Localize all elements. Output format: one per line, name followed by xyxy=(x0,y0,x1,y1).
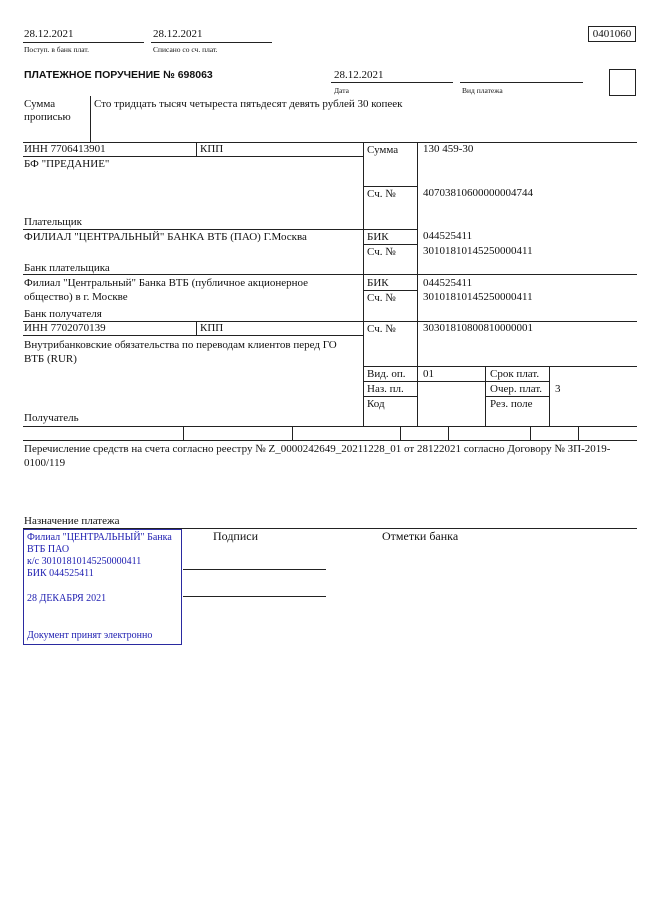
divider xyxy=(417,142,418,426)
priority: 3 xyxy=(555,383,561,395)
payer-bik-label: БИК xyxy=(367,231,389,243)
divider xyxy=(363,290,417,291)
stamp-text: к/с 30101810145250000411 xyxy=(27,556,142,567)
payee-bank-name: общество) в г. Москве xyxy=(24,291,128,303)
divider xyxy=(23,42,144,43)
stamp-text: Документ принят электронно xyxy=(27,630,153,641)
bank-marks-label: Отметки банка xyxy=(382,529,459,543)
divider xyxy=(331,82,453,83)
divider xyxy=(363,142,364,426)
divider xyxy=(292,426,293,440)
order-date-label: Дата xyxy=(334,86,349,95)
divider xyxy=(23,426,637,427)
payer-bank-account-label: Сч. № xyxy=(367,246,396,258)
signatures-label: Подписи xyxy=(213,529,259,543)
page-title: ПЛАТЕЖНОЕ ПОРУЧЕНИЕ № 698063 xyxy=(24,69,213,81)
payment-purpose: Перечисление средств на счета согласно реестру № Z_0000242649_20211228_01 от 28122021 согласно Договору № ЗП-2019- xyxy=(24,443,611,455)
payment-term-label: Срок плат. xyxy=(490,368,540,380)
payer-account: 40703810600000004744 xyxy=(423,187,533,199)
divider xyxy=(363,366,637,367)
date-received: 28.12.2021 xyxy=(24,28,74,40)
sum-label: Сумма xyxy=(367,144,399,156)
divider xyxy=(530,426,531,440)
divider xyxy=(363,244,417,245)
divider xyxy=(363,396,417,397)
stamp-text: БИК 044525411 xyxy=(27,568,94,579)
divider xyxy=(549,366,550,426)
payment-purpose: 0100/119 xyxy=(24,457,66,469)
payer-inn: ИНН 7706413901 xyxy=(24,143,106,155)
divider xyxy=(23,156,363,157)
payee-role-label: Получатель xyxy=(24,412,79,424)
bank-stamp xyxy=(23,529,182,645)
divider xyxy=(23,440,637,441)
divider xyxy=(400,426,401,440)
payer-kpp-label: КПП xyxy=(200,143,224,155)
payee-bank-account: 30101810145250000411 xyxy=(423,291,533,303)
stamp-text: ВТБ ПАО xyxy=(27,544,70,555)
code-label: Код xyxy=(367,398,385,410)
signature-line xyxy=(183,596,326,597)
form-code: 0401060 xyxy=(592,28,632,40)
purpose-code-label: Наз. пл. xyxy=(367,383,404,395)
payer-bank-name: ФИЛИАЛ "ЦЕНТРАЛЬНЫЙ" БАНКА ВТБ (ПАО) Г.Москва xyxy=(24,231,307,243)
payee-bik: 044525411 xyxy=(423,277,473,289)
op-type-label: Вид. оп. xyxy=(367,368,406,380)
payee-name: ВТБ (RUR) xyxy=(24,353,77,365)
payment-type-label: Вид платежа xyxy=(462,86,503,95)
divider xyxy=(151,42,272,43)
payee-account: 30301810800810000001 xyxy=(423,322,533,334)
divider xyxy=(23,229,417,230)
divider xyxy=(448,426,449,440)
priority-label: Очер. плат. xyxy=(490,383,543,395)
payer-role-label: Плательщик xyxy=(24,216,82,228)
payer-account-label: Сч. № xyxy=(367,188,396,200)
op-type: 01 xyxy=(423,368,434,380)
payee-kpp-label: КПП xyxy=(200,322,224,334)
divider xyxy=(23,274,637,275)
divider xyxy=(363,381,549,382)
divider xyxy=(23,142,637,143)
sum-value: 130 459-30 xyxy=(423,143,474,155)
payee-bank-account-label: Сч. № xyxy=(367,292,396,304)
payee-inn: ИНН 7702070139 xyxy=(24,322,106,334)
payment-status-box xyxy=(609,69,636,96)
purpose-label: Назначение платежа xyxy=(24,515,120,527)
payee-name: Внутрибанковские обязательства по переводам клиентов перед ГО xyxy=(24,339,337,351)
divider xyxy=(485,396,549,397)
form-code-box xyxy=(588,26,636,42)
divider xyxy=(23,321,637,322)
date-debited-label: Списано со сч. плат. xyxy=(153,45,218,54)
payee-bik-label: БИК xyxy=(367,277,389,289)
divider xyxy=(90,96,91,142)
stamp-date: 28 ДЕКАБРЯ 2021 xyxy=(27,593,107,604)
divider xyxy=(460,82,583,83)
divider xyxy=(363,186,417,187)
date-received-label: Поступ. в банк плат. xyxy=(24,45,89,54)
divider xyxy=(578,426,579,440)
payer-bank-account: 30101810145250000411 xyxy=(423,245,533,257)
amount-words: Сто тридцать тысяч четыреста пятьдесят девять рублей 30 копеек xyxy=(94,98,403,110)
divider xyxy=(196,321,197,335)
payer-bank-role-label: Банк плательщика xyxy=(24,262,110,274)
order-date: 28.12.2021 xyxy=(334,69,384,81)
reserve-label: Рез. поле xyxy=(490,398,533,410)
divider xyxy=(23,335,363,336)
payee-account-label: Сч. № xyxy=(367,323,396,335)
date-debited: 28.12.2021 xyxy=(153,28,203,40)
amount-words-label: Сумма xyxy=(24,98,56,110)
payee-bank-name: Филиал "Центральный" Банка ВТБ (публичное акционерное xyxy=(24,277,309,289)
amount-words-label: прописью xyxy=(24,111,71,123)
divider xyxy=(196,142,197,156)
payer-bik: 044525411 xyxy=(423,230,473,242)
payer-name: БФ "ПРЕДАНИЕ" xyxy=(24,158,110,170)
payee-bank-role-label: Банк получателя xyxy=(24,308,102,320)
divider xyxy=(183,426,184,440)
signature-line xyxy=(183,569,326,570)
stamp-text: Филиал "ЦЕНТРАЛЬНЫЙ" Банка xyxy=(27,532,172,543)
